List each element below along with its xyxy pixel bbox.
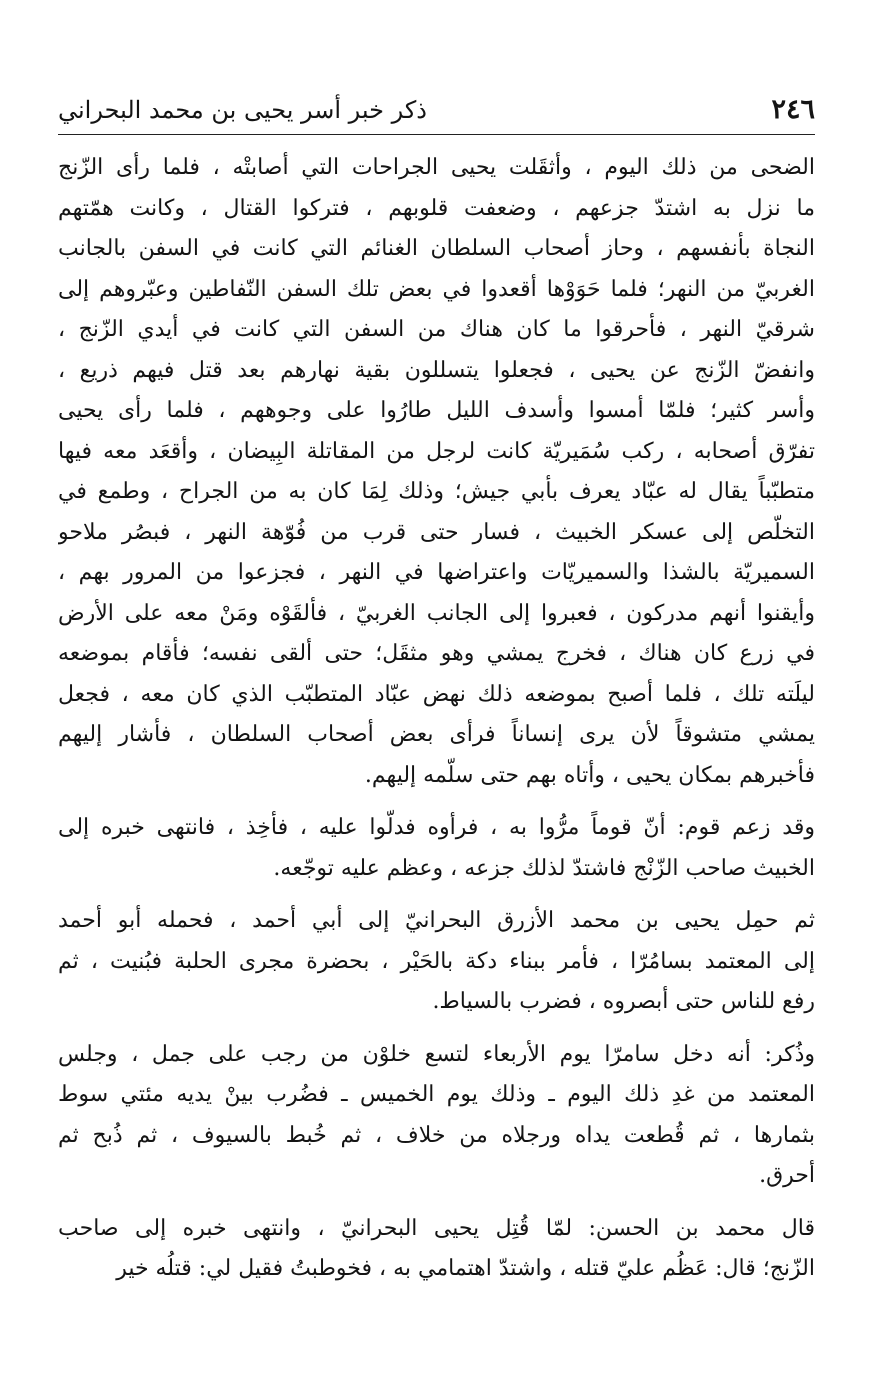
text-line: فأخبرهم بمكان يحيى ، وأتاه بهم حتى سلّمه إليهم.	[364, 762, 815, 788]
body-text	[58, 148, 815, 1290]
text-line: في زرع كان هناك ، فخرج يمشي وهو مثقَل؛ حتى ألقى نفسه؛ فأقام بموضعه	[58, 641, 815, 666]
page-number: ٢٤٦	[771, 94, 815, 125]
text-line: يمشي متشوقاً لأن يرى إنساناً فرأى بعض أصحاب السلطان ، فأشار إليهم	[58, 722, 815, 747]
paragraph	[58, 808, 815, 889]
page-header	[58, 90, 815, 135]
text-line: النجاة بأنفسهم ، وحاز أصحاب السلطان الغنائم التي كانت في السفن بالجانب	[58, 236, 815, 261]
text-line: الغربيّ من النهر؛ فلما حَوَوْها أقعدوا في بعض تلك السفن النّفاطين وعبّروهم إلى	[58, 276, 815, 302]
text-line: وأسر كثير؛ فلمّا أمسوا وأسدف الليل طارُوا على وجوههم ، فلما رأى يحيى	[58, 398, 815, 423]
text-line: السميريّة بالشذا والسميريّات واعتراضها في النهر ، فجزعوا من المرور بهم ،	[58, 560, 815, 585]
text-line: بثمارها ، ثم قُطعت يداه ورجلاه من خلاف ، ثم خُبط بالسيوف ، ثم ذُبح ثم	[58, 1122, 815, 1148]
text-line: متطبّباً يقال له عبّاد يعرف بأبي جيش؛ وذلك لِمَا كان به من الجراح ، وطمع في	[58, 479, 815, 504]
text-line: وانفضّ الزّنج عن يحيى ، فجعلوا يتسللون بقية نهارهم بعد قتل فيهم ذريع ،	[58, 357, 815, 383]
text-line: شرقيّ النهر ، فأحرقوا ما كان هناك من السفن التي كانت في أيدي الزّنج ،	[58, 317, 815, 342]
running-title: ذكر خبر أسر يحيى بن محمد البحراني	[58, 96, 427, 124]
text-line: تفرّق أصحابه ، ركب سُمَيريّة كانت لرجل من المقاتلة البِيضان ، وأقعَد معه فيها	[58, 438, 815, 464]
paragraph	[58, 901, 815, 1023]
text-line: وذُكر: أنه دخل سامرّا يوم الأربعاء لتسع خلوْن من رجب على جمل ، وجلس	[58, 1041, 815, 1067]
text-line: الضحى من ذلك اليوم ، وأثقَلت يحيى الجراحات التي أصابتْه ، فلما رأى الزّنج	[58, 155, 815, 180]
text-line: قال محمد بن الحسن: لمّا قُتِل يحيى البحرانيّ ، وانتهى خبره إلى صاحب	[58, 1215, 815, 1241]
text-line: التخلّص إلى عسكر الخبيث ، فسار حتى قرب من فُوّهة النهر ، فبصُر ملاحو	[58, 519, 815, 545]
text-line: الزّنج؛ قال: عَظُم عليّ قتله ، واشتدّ اهتمامي به ، فخوطبتُ فقيل لي: قتلُه خير	[116, 1256, 815, 1281]
text-line: الخبيث صاحب الزّنْج فاشتدّ لذلك جزعه ، وعظم عليه توجّعه.	[273, 855, 815, 881]
text-line: المعتمد من غدِ ذلك اليوم ـ وذلك يوم الخميس ـ فضُرب بينْ يديه مئتي سوط	[58, 1082, 815, 1107]
text-line: ما نزل به اشتدّ جزعهم ، وضعفت قلوبهم ، فتركوا القتال ، وكانت همّتهم	[58, 195, 815, 221]
paragraph	[58, 148, 815, 796]
text-line: إلى المعتمد بسامُرّا ، فأمر ببناء دكة بالحَيْر ، بحضرة مجرى الحلبة فبُنيت ، ثم	[58, 948, 815, 974]
text-line: رفع للناس حتى أبصروه ، فضرب بالسياط.	[432, 989, 815, 1014]
paragraph	[58, 1209, 815, 1290]
text-line: ليلَته تلك ، فلما أصبح بموضعه ذلك نهض عبّاد المتطبّب الذي كان معه ، فجعل	[58, 681, 815, 707]
paragraph	[58, 1035, 815, 1197]
text-line: وأيقنوا أنهم مدركون ، فعبروا إلى الجانب الغربيّ ، فألقَوْه ومَنْ معه على الأرض	[58, 600, 815, 626]
text-line: وقد زعم قوم: أنّ قوماً مرُّوا به ، فرأوه فدلّوا عليه ، فأخِذ ، فانتهى خبره إلى	[58, 815, 815, 840]
text-line: أحرق.	[759, 1163, 815, 1188]
text-line: ثم حمِل يحيى بن محمد الأزرق البحرانيّ إلى أبي أحمد ، فحمله أبو أحمد	[58, 908, 815, 933]
